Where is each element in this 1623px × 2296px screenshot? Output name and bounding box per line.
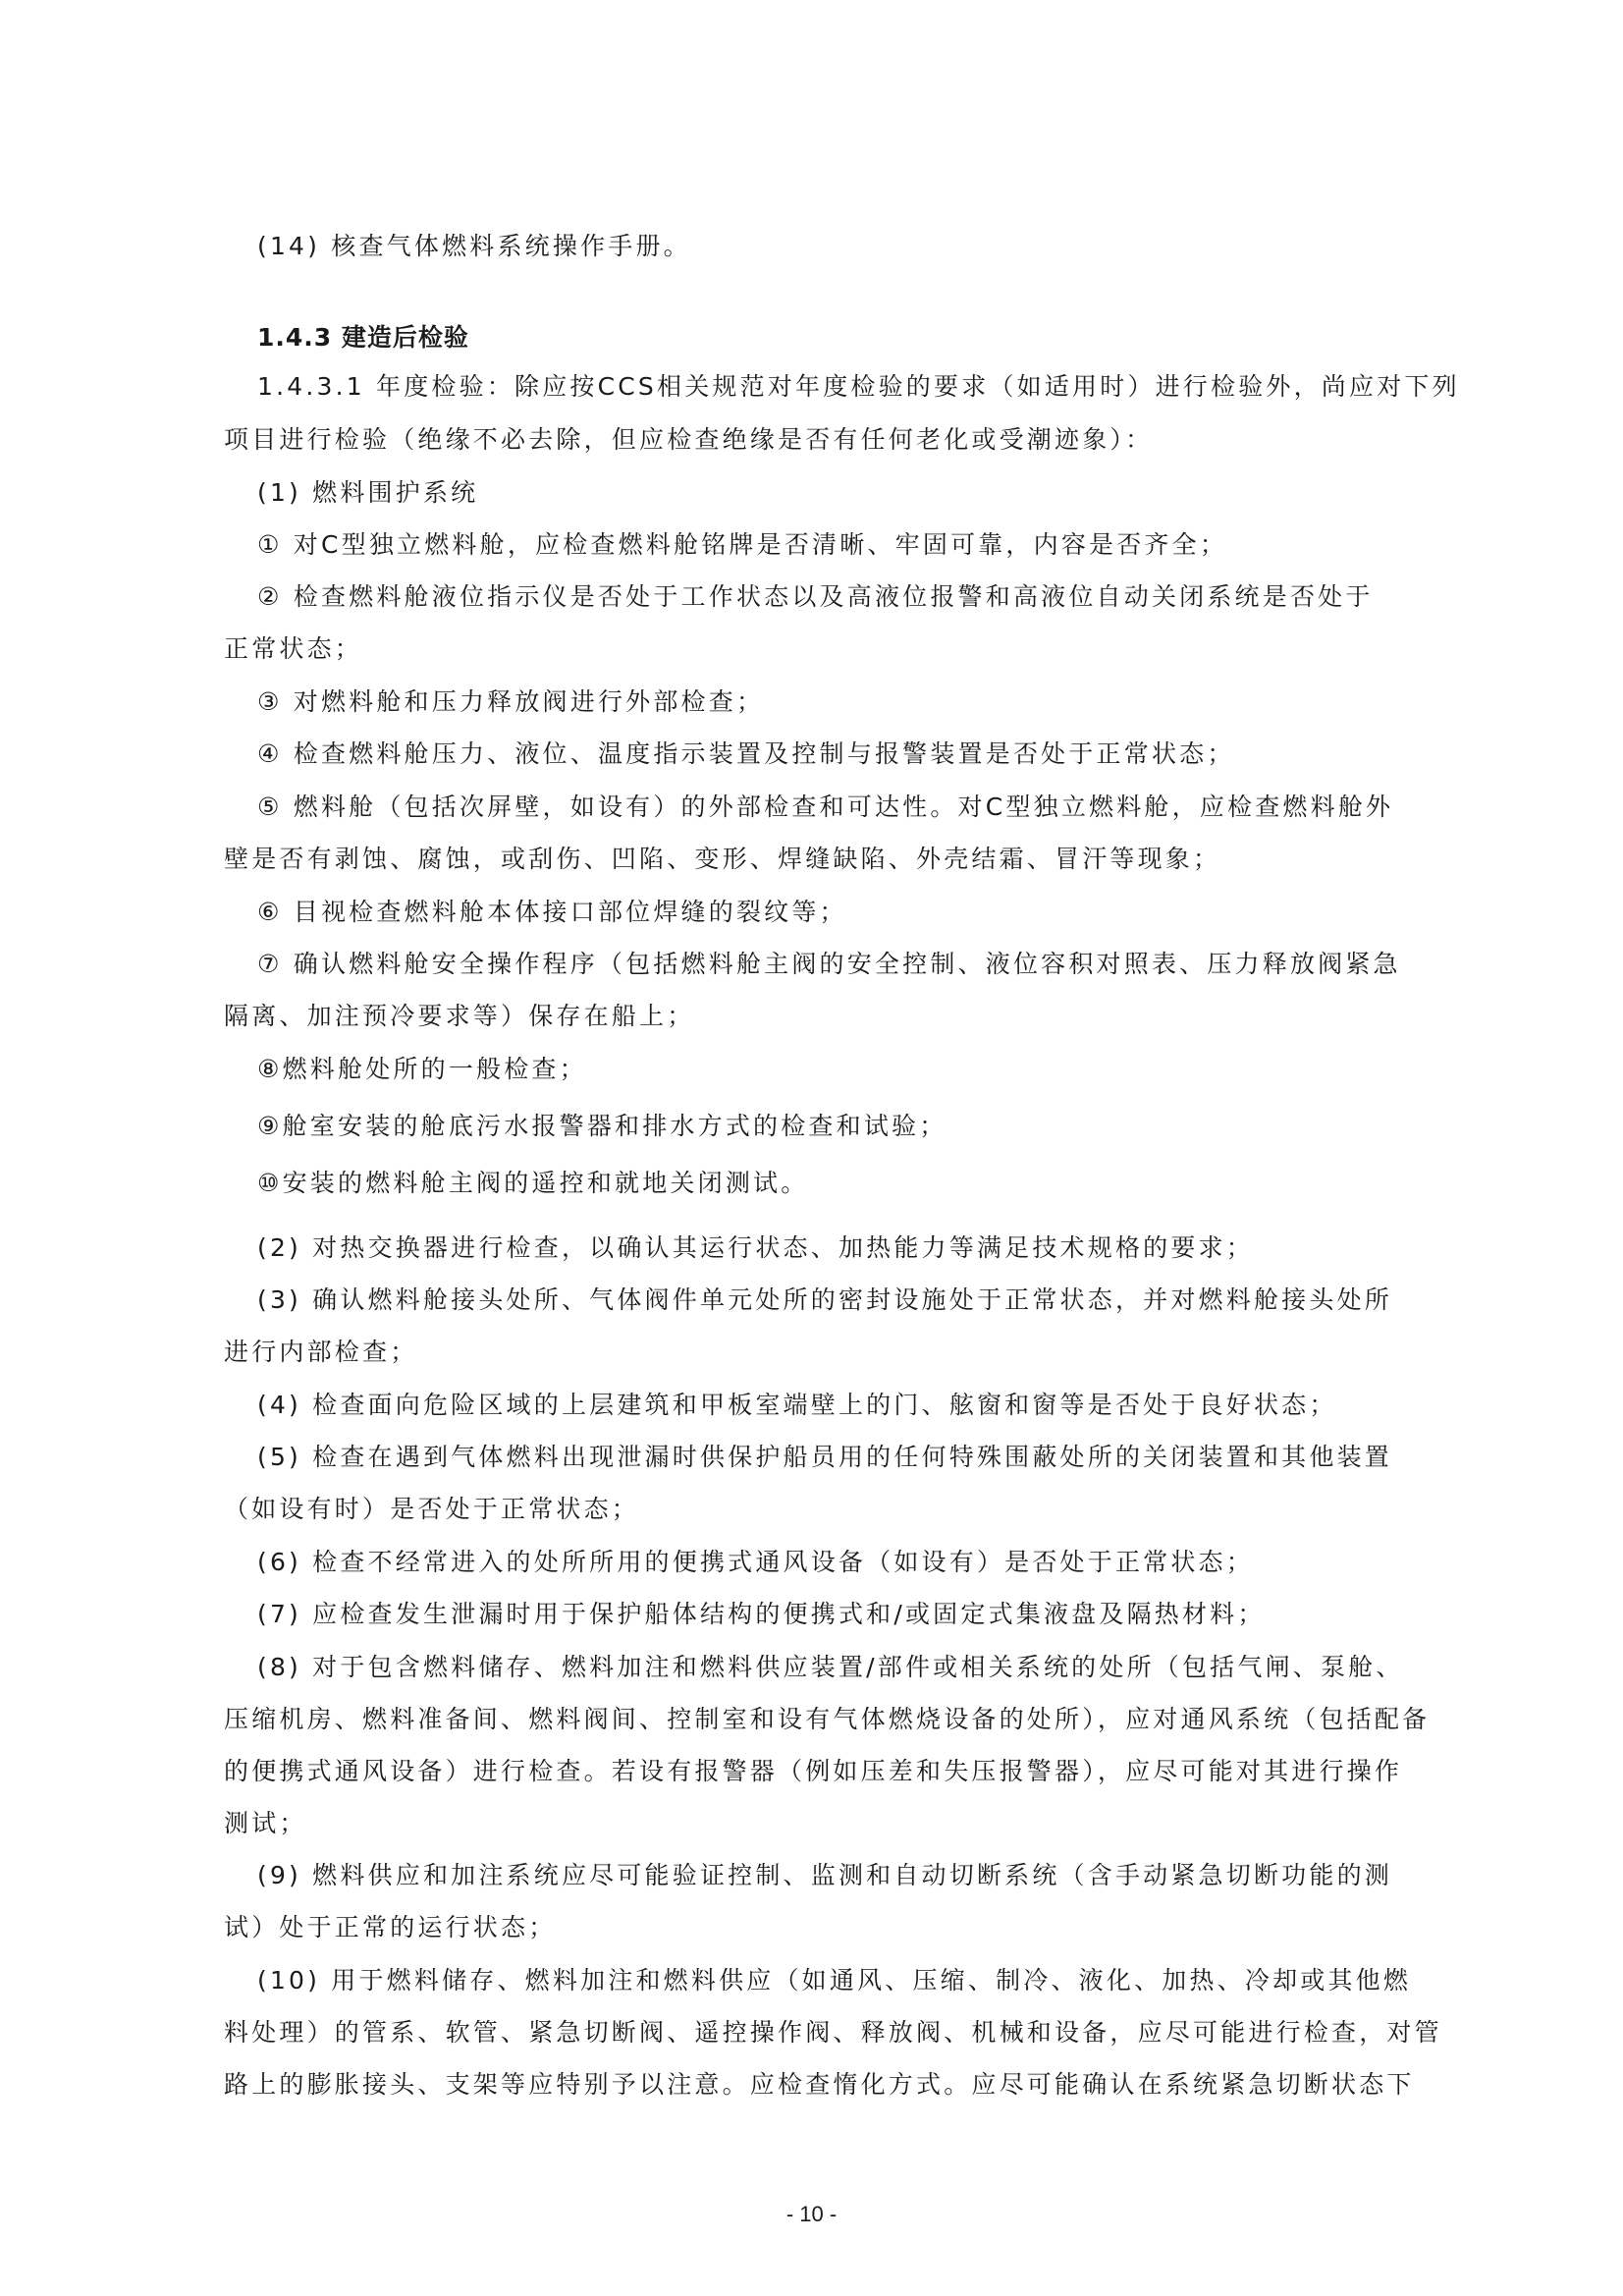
sub-item-4-line: ④ 检查燃料舱压力、液位、温度指示装置及控制与报警装置是否处于正常状态； <box>257 739 1235 768</box>
sub-item-2-line-1: ② 检查燃料舱液位指示仪是否处于工作状态以及高液位报警和高液位自动关闭系统是否处于 <box>257 582 1374 611</box>
item-1-line: (1) 燃料围护系统 <box>257 478 479 507</box>
item-8-line-2: 压缩机房、燃料准备间、燃料阀间、控制室和设有气体燃烧设备的处所），应对通风系统（包括配备 <box>224 1705 1431 1733</box>
item-8-line-3: 的便携式通风设备）进行检查。若设有报警器（例如压差和失压报警器），应尽可能对其进行操作 <box>224 1757 1403 1785</box>
item-6-line: (6) 检查不经常进入的处所所用的便携式通风设备（如设有）是否处于正常状态； <box>257 1548 1254 1576</box>
sub-item-2-line-2: 正常状态； <box>224 634 363 663</box>
paragraph-1-4-3-1-line-1: 1.4.3.1 年度检验：除应按CCS相关规范对年度检验的要求（如适用时）进行检验外，尚应对下列 <box>257 372 1460 401</box>
item-9-line-2: 试）处于正常的运行状态； <box>224 1913 557 1941</box>
item-14-line: (14) 核查气体燃料系统操作手册。 <box>257 232 691 260</box>
item-8-line-1: (8) 对于包含燃料储存、燃料加注和燃料供应装置/部件或相关系统的处所（包括气闸、泵舱、 <box>257 1653 1404 1681</box>
sub-item-7-line-2: 隔离、加注预冷要求等）保存在船上； <box>224 1002 695 1030</box>
sub-item-6-line: ⑥ 目视检查燃料舱本体接口部位焊缝的裂纹等； <box>257 898 847 926</box>
sub-item-7-line-1: ⑦ 确认燃料舱安全操作程序（包括燃料舱主阀的安全控制、液位容积对照表、压力释放阀紧急 <box>257 950 1401 978</box>
item-5-line-2: （如设有时）是否处于正常状态； <box>224 1495 640 1523</box>
item-10-line-3: 路上的膨胀接头、支架等应特别予以注意。应检查惰化方式。应尽可能确认在系统紧急切断状态下 <box>224 2070 1415 2099</box>
sub-item-5-line-2: 壁是否有剥蚀、腐蚀，或刮伤、凹陷、变形、焊缝缺陷、外壳结霜、冒汗等现象； <box>224 845 1221 873</box>
sub-item-1-line: ① 对C型独立燃料舱，应检查燃料舱铭牌是否清晰、牢固可靠，内容是否齐全； <box>257 530 1228 559</box>
item-10-line-1: (10) 用于燃料储存、燃料加注和燃料供应（如通风、压缩、制冷、液化、加热、冷却或其他燃 <box>257 1966 1412 1995</box>
item-8-line-4: 测试； <box>224 1809 307 1837</box>
sub-item-9-line: ⑨舱室安装的舱底污水报警器和排水方式的检查和试验； <box>257 1112 947 1140</box>
sub-item-8-line: ⑧燃料舱处所的一般检查； <box>257 1055 587 1083</box>
item-4-line: (4) 检查面向危险区域的上层建筑和甲板室端壁上的门、舷窗和窗等是否处于良好状态； <box>257 1391 1337 1419</box>
item-10-line-2: 料处理）的管系、软管、紧急切断阀、遥控操作阀、释放阀、机械和设备，应尽可能进行检查，对管 <box>224 2018 1442 2047</box>
item-2-line: (2) 对热交换器进行检查，以确认其运行状态、加热能力等满足技术规格的要求； <box>257 1233 1254 1262</box>
item-9-line-1: (9) 燃料供应和加注系统应尽可能验证控制、监测和自动切断系统（含手动紧急切断功能的测 <box>257 1861 1392 1889</box>
item-5-line-1: (5) 检查在遇到气体燃料出现泄漏时供保护船员用的任何特殊围蔽处所的关闭装置和其他装置 <box>257 1443 1392 1471</box>
sub-item-3-line: ③ 对燃料舱和压力释放阀进行外部检查； <box>257 687 765 716</box>
item-3-line-2: 进行内部检查； <box>224 1338 418 1366</box>
sub-item-5-line-1: ⑤ 燃料舱（包括次屏壁，如设有）的外部检查和可达性。对C型独立燃料舱，应检查燃料舱外 <box>257 793 1394 821</box>
item-7-line: (7) 应检查发生泄漏时用于保护船体结构的便携式和/或固定式集液盘及隔热材料； <box>257 1600 1266 1628</box>
section-heading-1-4-3: 1.4.3 建造后检验 <box>257 323 469 352</box>
sub-item-10-line: ⑩安装的燃料舱主阀的遥控和就地关闭测试。 <box>257 1169 809 1197</box>
paragraph-1-4-3-1-line-2: 项目进行检验（绝缘不必去除，但应检查绝缘是否有任何老化或受潮迹象）： <box>224 425 1154 454</box>
page-number: - 10 - <box>785 2202 838 2226</box>
item-3-line-1: (3) 确认燃料舱接头处所、气体阀件单元处所的密封设施处于正常状态，并对燃料舱接头处所 <box>257 1285 1392 1314</box>
